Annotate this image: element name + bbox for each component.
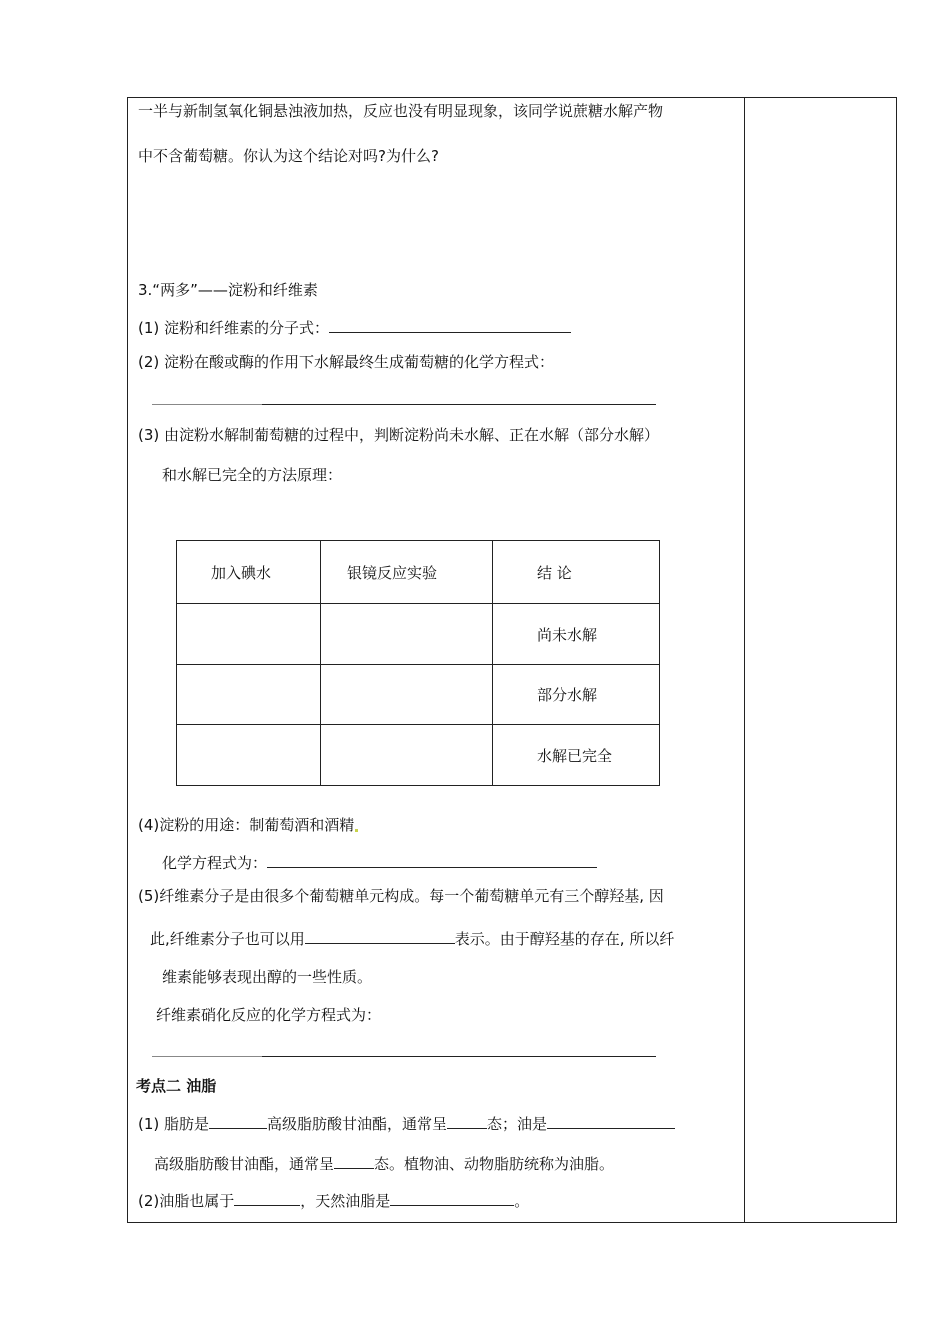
point2-heading: 考点二 油脂: [136, 1077, 217, 1095]
fat-q1-text-c: 态；油是: [487, 1115, 548, 1133]
mark-dot: [355, 829, 358, 832]
answer-blank-fat-5[interactable]: [234, 1189, 300, 1206]
question-5-text-a: 此,纤维素分子也可以用: [150, 930, 305, 948]
question-1-text: (1) 淀粉和纤维素的分子式：: [138, 319, 330, 337]
hydrolysis-table: [176, 540, 660, 786]
question-5-line-3: 维素能够表现出醇的一些性质。: [162, 968, 373, 986]
answer-blank-4[interactable]: [267, 851, 597, 868]
table-cell[interactable]: [321, 665, 493, 725]
question-4-line-2: [162, 851, 597, 873]
intro-line-2: 中不含葡萄糖。你认为这个结论对吗?为什么?: [138, 147, 439, 165]
header-conclusion: 结 论: [493, 541, 660, 604]
fat-question-1-line-2: [154, 1152, 614, 1174]
answer-blank-fat-4[interactable]: [334, 1152, 374, 1169]
fat-q2-text-a: (2)油脂也属于: [138, 1192, 235, 1210]
answer-line-5a[interactable]: [152, 1056, 262, 1057]
question-5-line-1: (5)纤维素分子是由很多个葡萄糖单元构成。每一个葡萄糖单元有三个醇羟基, 因: [138, 887, 664, 905]
header-iodine: 加入碘水: [177, 541, 321, 604]
fat-q1-text-d: 高级脂肪酸甘油酯，通常呈: [154, 1155, 335, 1173]
table-cell[interactable]: [177, 665, 321, 725]
answer-blank-5[interactable]: [305, 927, 455, 944]
fat-question-1-line-1: [138, 1112, 675, 1134]
question-4-text: (4)淀粉的用途：制葡萄酒和酒精: [138, 816, 355, 834]
table-cell[interactable]: [321, 725, 493, 786]
table-cell: 水解已完全: [493, 725, 660, 786]
answer-blank-fat-3[interactable]: [547, 1112, 675, 1129]
answer-line-2b[interactable]: [262, 404, 656, 405]
section3-heading: 3.“两多”——淀粉和纤维素: [138, 281, 318, 299]
question-1: [138, 316, 571, 338]
table-row: [177, 665, 660, 725]
table-header-row: [177, 541, 660, 604]
table-row: [177, 604, 660, 665]
question-4-line-1: [138, 815, 359, 835]
table-cell: 部分水解: [493, 665, 660, 725]
fat-q2-text-c: 。: [514, 1192, 530, 1210]
fat-q2-text-b: ，天然油脂是: [300, 1192, 391, 1210]
answer-line-5b[interactable]: [262, 1056, 656, 1057]
table-row: [177, 725, 660, 786]
answer-blank-fat-1[interactable]: [209, 1112, 267, 1129]
header-silver-mirror: 银镜反应实验: [321, 541, 493, 604]
question-4-equation-label: 化学方程式为：: [162, 854, 268, 872]
question-5-line-2: [150, 927, 674, 949]
question-5-text-b: 表示。由于醇羟基的存在, 所以纤: [454, 930, 675, 948]
fat-q1-text-e: 态。植物油、动物脂肪统称为油脂。: [374, 1155, 615, 1173]
column-divider: [744, 97, 745, 1223]
table-cell: 尚未水解: [493, 604, 660, 665]
question-2: (2) 淀粉在酸或酶的作用下水解最终生成葡萄糖的化学方程式：: [138, 353, 555, 371]
table-cell[interactable]: [321, 604, 493, 665]
table-cell[interactable]: [177, 725, 321, 786]
fat-q1-text-b: 高级脂肪酸甘油酯，通常呈: [267, 1115, 448, 1133]
answer-line-2a[interactable]: [152, 404, 262, 405]
question-5-line-4: 纤维素硝化反应的化学方程式为：: [156, 1006, 382, 1024]
intro-line-1: 一半与新制氢氧化铜悬浊液加热，反应也没有明显现象，该同学说蔗糖水解产物: [138, 102, 664, 120]
fat-q1-text-a: (1) 脂肪是: [138, 1115, 210, 1133]
question-3-line-1: (3) 由淀粉水解制葡萄糖的过程中，判断淀粉尚未水解、正在水解（部分水解）: [138, 426, 660, 444]
answer-blank-fat-6[interactable]: [390, 1189, 514, 1206]
answer-blank-1[interactable]: [329, 316, 571, 333]
fat-question-2: [138, 1189, 529, 1211]
answer-blank-fat-2[interactable]: [447, 1112, 487, 1129]
question-3-line-2: 和水解已完全的方法原理：: [162, 466, 343, 484]
table-cell[interactable]: [177, 604, 321, 665]
